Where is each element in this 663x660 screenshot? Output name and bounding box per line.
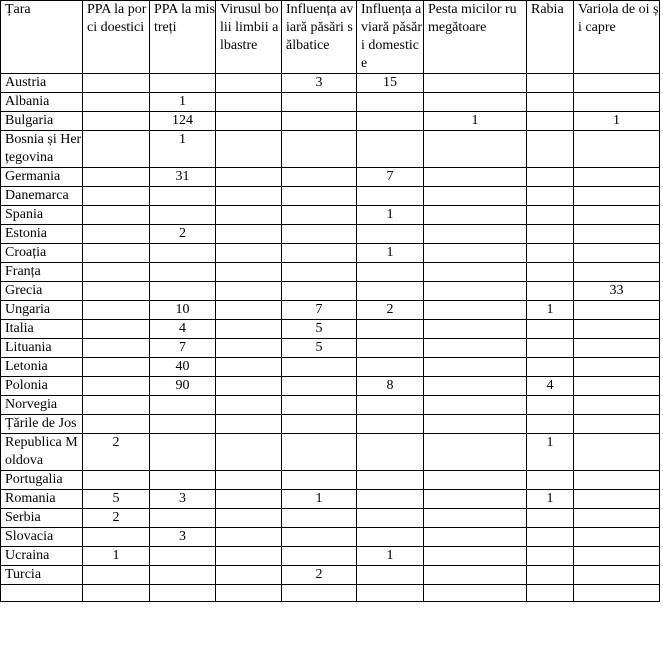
column-header: PPA la porci doestici [83, 1, 150, 74]
value-cell [216, 528, 282, 547]
value-cell [574, 244, 660, 263]
value-cell [527, 206, 574, 225]
value-cell [527, 415, 574, 434]
value-cell [357, 131, 424, 168]
table-row [1, 74, 660, 93]
value-cell [282, 528, 357, 547]
table-row [1, 339, 660, 358]
value-cell [216, 434, 282, 471]
value-cell: 1 [527, 301, 574, 320]
table-row [1, 320, 660, 339]
value-cell [282, 187, 357, 206]
value-cell: 2 [83, 509, 150, 528]
value-cell [527, 528, 574, 547]
value-cell [282, 282, 357, 301]
value-cell [527, 74, 574, 93]
value-cell [424, 566, 527, 585]
value-cell [424, 131, 527, 168]
table-row [1, 490, 660, 509]
country-cell: Ungaria [1, 301, 83, 320]
value-cell [83, 225, 150, 244]
table-row [1, 471, 660, 490]
country-cell: Lituania [1, 339, 83, 358]
table-row [1, 358, 660, 377]
table-row [1, 377, 660, 396]
value-cell: 3 [282, 74, 357, 93]
value-cell [282, 377, 357, 396]
value-cell [574, 490, 660, 509]
value-cell [574, 471, 660, 490]
country-cell: Letonia [1, 358, 83, 377]
value-cell [216, 566, 282, 585]
value-cell [574, 434, 660, 471]
value-cell [527, 263, 574, 282]
value-cell [282, 225, 357, 244]
value-cell [83, 168, 150, 187]
value-cell: 2 [357, 301, 424, 320]
empty-cell [424, 585, 527, 602]
value-cell: 33 [574, 282, 660, 301]
empty-cell [83, 585, 150, 602]
value-cell [216, 509, 282, 528]
value-cell [424, 528, 527, 547]
value-cell [150, 415, 216, 434]
value-cell [424, 225, 527, 244]
value-cell [150, 244, 216, 263]
table-row [1, 547, 660, 566]
value-cell [527, 93, 574, 112]
value-cell [357, 396, 424, 415]
value-cell: 15 [357, 74, 424, 93]
country-cell: Ucraina [1, 547, 83, 566]
table-row [1, 528, 660, 547]
value-cell [424, 471, 527, 490]
value-cell [282, 358, 357, 377]
value-cell: 3 [150, 528, 216, 547]
value-cell [216, 244, 282, 263]
value-cell [216, 74, 282, 93]
value-cell: 1 [357, 206, 424, 225]
value-cell [574, 339, 660, 358]
country-cell: Turcia [1, 566, 83, 585]
value-cell [83, 566, 150, 585]
value-cell [357, 490, 424, 509]
value-cell [83, 339, 150, 358]
value-cell [216, 225, 282, 244]
header-row [1, 1, 660, 74]
value-cell [357, 471, 424, 490]
value-cell [424, 93, 527, 112]
value-cell [216, 301, 282, 320]
value-cell [527, 187, 574, 206]
table-row [1, 168, 660, 187]
value-cell [527, 547, 574, 566]
value-cell [216, 112, 282, 131]
value-cell [282, 471, 357, 490]
value-cell: 5 [83, 490, 150, 509]
value-cell: 2 [83, 434, 150, 471]
table-row [1, 131, 660, 168]
value-cell [424, 187, 527, 206]
value-cell [574, 509, 660, 528]
value-cell [216, 131, 282, 168]
value-cell: 1 [527, 434, 574, 471]
value-cell [357, 187, 424, 206]
value-cell [574, 396, 660, 415]
value-cell [83, 187, 150, 206]
value-cell [282, 206, 357, 225]
column-header: Rabia [527, 1, 574, 74]
value-cell [83, 93, 150, 112]
value-cell [527, 320, 574, 339]
value-cell [574, 187, 660, 206]
value-cell [527, 358, 574, 377]
country-cell: Norvegia [1, 396, 83, 415]
column-header: Pesta micilor rumegătoare [424, 1, 527, 74]
value-cell [216, 358, 282, 377]
value-cell [527, 339, 574, 358]
value-cell [83, 396, 150, 415]
value-cell: 1 [574, 112, 660, 131]
table-row [1, 244, 660, 263]
empty-cell [1, 585, 83, 602]
value-cell: 1 [527, 490, 574, 509]
value-cell: 5 [282, 320, 357, 339]
value-cell [527, 112, 574, 131]
value-cell [357, 282, 424, 301]
value-cell [216, 377, 282, 396]
value-cell [424, 301, 527, 320]
value-cell [574, 358, 660, 377]
value-cell [357, 415, 424, 434]
country-cell: Grecia [1, 282, 83, 301]
country-cell: Albania [1, 93, 83, 112]
value-cell [527, 471, 574, 490]
country-cell: Țările de Jos [1, 415, 83, 434]
value-cell [574, 131, 660, 168]
value-cell [150, 434, 216, 471]
value-cell: 2 [150, 225, 216, 244]
country-cell: Estonia [1, 225, 83, 244]
value-cell [357, 509, 424, 528]
empty-cell [216, 585, 282, 602]
value-cell [357, 339, 424, 358]
value-cell [150, 206, 216, 225]
value-cell [83, 301, 150, 320]
value-cell: 40 [150, 358, 216, 377]
value-cell [83, 415, 150, 434]
value-cell [424, 434, 527, 471]
value-cell: 4 [150, 320, 216, 339]
value-cell [216, 547, 282, 566]
value-cell [574, 547, 660, 566]
column-header: PPA la mistreți [150, 1, 216, 74]
value-cell: 8 [357, 377, 424, 396]
value-cell [83, 282, 150, 301]
value-cell [357, 358, 424, 377]
value-cell [83, 358, 150, 377]
value-cell [282, 93, 357, 112]
value-cell [424, 320, 527, 339]
table-row [1, 301, 660, 320]
value-cell [83, 263, 150, 282]
table-row [1, 187, 660, 206]
value-cell [150, 263, 216, 282]
table-row [1, 434, 660, 471]
table-row [1, 509, 660, 528]
value-cell [83, 112, 150, 131]
value-cell [574, 74, 660, 93]
value-cell [527, 566, 574, 585]
country-cell: Croația [1, 244, 83, 263]
table-row [1, 225, 660, 244]
value-cell [216, 490, 282, 509]
empty-cell [527, 585, 574, 602]
country-cell: Portugalia [1, 471, 83, 490]
value-cell [424, 415, 527, 434]
table-row [1, 206, 660, 225]
value-cell: 5 [282, 339, 357, 358]
table-row [1, 415, 660, 434]
value-cell [83, 244, 150, 263]
value-cell [424, 509, 527, 528]
table-row [1, 93, 660, 112]
country-cell: Italia [1, 320, 83, 339]
value-cell [527, 131, 574, 168]
value-cell [424, 547, 527, 566]
value-cell: 90 [150, 377, 216, 396]
value-cell [527, 225, 574, 244]
value-cell [216, 206, 282, 225]
value-cell [574, 415, 660, 434]
country-cell: Polonia [1, 377, 83, 396]
value-cell: 124 [150, 112, 216, 131]
country-cell: Bosnia și Herțegovina [1, 131, 83, 168]
value-cell: 4 [527, 377, 574, 396]
column-header: Variola de oi și capre [574, 1, 660, 74]
value-cell: 10 [150, 301, 216, 320]
value-cell [216, 396, 282, 415]
country-cell: Germania [1, 168, 83, 187]
value-cell [527, 509, 574, 528]
value-cell [83, 528, 150, 547]
value-cell [527, 168, 574, 187]
value-cell [150, 74, 216, 93]
value-cell [357, 566, 424, 585]
value-cell: 1 [282, 490, 357, 509]
value-cell: 7 [150, 339, 216, 358]
value-cell [424, 396, 527, 415]
table-row [1, 566, 660, 585]
country-cell: Serbia [1, 509, 83, 528]
value-cell [282, 168, 357, 187]
country-cell: Spania [1, 206, 83, 225]
value-cell [282, 131, 357, 168]
value-cell [527, 396, 574, 415]
column-header: Influența aviară păsări domestice [357, 1, 424, 74]
value-cell: 1 [150, 93, 216, 112]
value-cell [216, 93, 282, 112]
value-cell [282, 547, 357, 566]
column-header: Influența aviară păsări sălbatice [282, 1, 357, 74]
country-cell: Republica Moldova [1, 434, 83, 471]
value-cell [527, 282, 574, 301]
value-cell [574, 320, 660, 339]
value-cell [216, 320, 282, 339]
country-cell: Franța [1, 263, 83, 282]
value-cell: 2 [282, 566, 357, 585]
value-cell [357, 528, 424, 547]
value-cell [216, 282, 282, 301]
column-header: Țara [1, 1, 83, 74]
value-cell [282, 244, 357, 263]
value-cell [424, 244, 527, 263]
value-cell [216, 168, 282, 187]
value-cell [574, 225, 660, 244]
value-cell [357, 263, 424, 282]
value-cell [424, 377, 527, 396]
value-cell: 1 [357, 244, 424, 263]
empty-cell [574, 585, 660, 602]
value-cell [424, 358, 527, 377]
value-cell [216, 339, 282, 358]
value-cell [282, 112, 357, 131]
value-cell [282, 263, 357, 282]
value-cell [574, 566, 660, 585]
value-cell [424, 168, 527, 187]
value-cell [424, 74, 527, 93]
value-cell [150, 396, 216, 415]
value-cell: 7 [282, 301, 357, 320]
value-cell [150, 187, 216, 206]
country-cell: Danemarca [1, 187, 83, 206]
value-cell [216, 187, 282, 206]
value-cell [357, 225, 424, 244]
country-cell: Austria [1, 74, 83, 93]
value-cell [357, 320, 424, 339]
value-cell [357, 112, 424, 131]
value-cell [574, 263, 660, 282]
value-cell [574, 168, 660, 187]
value-cell [574, 528, 660, 547]
value-cell [357, 93, 424, 112]
value-cell [424, 206, 527, 225]
value-cell [150, 471, 216, 490]
value-cell [216, 263, 282, 282]
value-cell [150, 282, 216, 301]
value-cell [83, 74, 150, 93]
value-cell [424, 490, 527, 509]
value-cell [574, 206, 660, 225]
value-cell: 31 [150, 168, 216, 187]
value-cell: 1 [150, 131, 216, 168]
value-cell [150, 566, 216, 585]
value-cell: 3 [150, 490, 216, 509]
value-cell: 1 [424, 112, 527, 131]
value-cell: 7 [357, 168, 424, 187]
value-cell [282, 415, 357, 434]
value-cell [83, 206, 150, 225]
empty-cell [357, 585, 424, 602]
value-cell [357, 434, 424, 471]
value-cell [574, 377, 660, 396]
value-cell [424, 339, 527, 358]
value-cell [424, 263, 527, 282]
empty-cell [282, 585, 357, 602]
country-cell: Slovacia [1, 528, 83, 547]
value-cell [574, 93, 660, 112]
value-cell [424, 282, 527, 301]
value-cell [150, 509, 216, 528]
value-cell: 1 [83, 547, 150, 566]
country-cell: Romania [1, 490, 83, 509]
table-body [1, 74, 660, 602]
table-row [1, 396, 660, 415]
table-row [1, 112, 660, 131]
empty-cell [150, 585, 216, 602]
value-cell [527, 244, 574, 263]
value-cell [282, 509, 357, 528]
value-cell [83, 377, 150, 396]
value-cell [83, 131, 150, 168]
value-cell [216, 415, 282, 434]
table-row [1, 263, 660, 282]
value-cell: 1 [357, 547, 424, 566]
column-header: Virusul bolii limbii albastre [216, 1, 282, 74]
value-cell [574, 301, 660, 320]
empty-row [1, 585, 660, 602]
value-cell [83, 471, 150, 490]
value-cell [83, 320, 150, 339]
country-cell: Bulgaria [1, 112, 83, 131]
value-cell [150, 547, 216, 566]
table-row [1, 282, 660, 301]
value-cell [282, 396, 357, 415]
value-cell [216, 471, 282, 490]
value-cell [282, 434, 357, 471]
